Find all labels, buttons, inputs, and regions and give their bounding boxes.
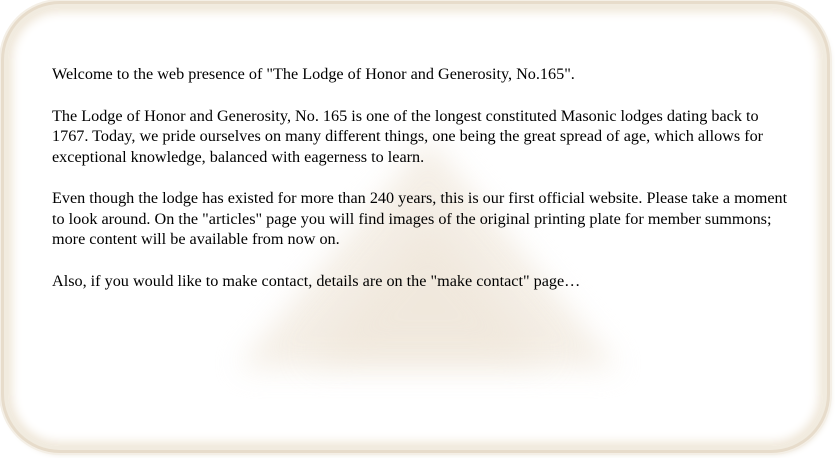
website-paragraph: Even though the lodge has existed for more than 240 years, this is our first official website. Please take a moment to look around. On the "articles" page you will find images of the original printing plate for member summons; more content will be available from now on. — [52, 189, 788, 248]
welcome-content — [52, 64, 792, 312]
content-frame — [8, 8, 823, 446]
welcome-line: Welcome to the web presence of "The Lodge of Honor and Generosity, No.165". — [52, 65, 575, 83]
contact-paragraph: Also, if you would like to make contact, details are on the "make contact" page… — [52, 271, 581, 290]
history-paragraph: The Lodge of Honor and Generosity, No. 165 is one of the longest constituted Masonic lodges dating back to 1767. Today, we pride ourselves on many different things, one being the great spread of age, which allows for exceptional knowledge, balanced with eagerness to learn. — [52, 106, 764, 166]
